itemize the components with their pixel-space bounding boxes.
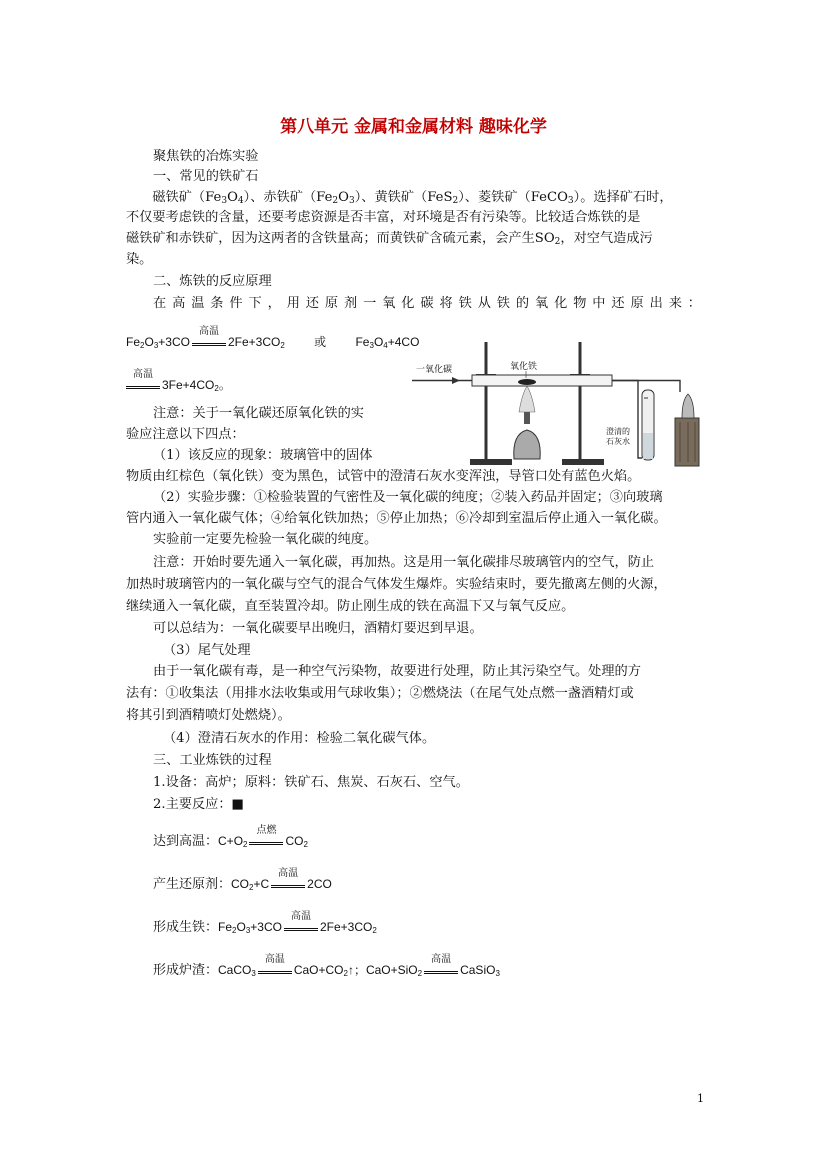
- paragraph-line: 验应注意以下四点：: [126, 427, 245, 442]
- paragraph-line: 在高温条件下，用还原剂一氧化碳将铁从铁的氧化物中还原出来：: [153, 296, 701, 311]
- reaction-reducer: 产生还原剂：$CO_2+C$ 高温 2CO: [153, 868, 332, 892]
- glass-tube: [472, 375, 612, 386]
- reaction-high-temp: 达到高温：$C+O_2$ 点燃 $CO_2$: [153, 825, 308, 849]
- paragraph-line: 由于一氧化碳有毒，是一种空气污染物，故要进行处理，防止其污染空气。处理的方: [153, 664, 641, 679]
- exhaust-flame-icon: [682, 394, 694, 418]
- flame-icon: [519, 386, 535, 412]
- paragraph-line: 管内通入一氧化碳气体；④给氧化铁加热；⑤停止加热；⑥冷却到室温后停止通入一氧化碳。: [126, 511, 667, 526]
- paragraph-line: 磁铁矿$(Fe_3O_4)$、赤铁矿$(Fe_2O_3)$、黄铁矿（FeS$_2$）、菱铁矿（FeCO$_3$）。选择矿石时，: [152, 190, 673, 206]
- label-co: 一氧化碳: [416, 365, 453, 375]
- section-heading: 聚焦铁的冶炼实验: [153, 149, 259, 164]
- subheading-principle: 二、炼铁的反应原理: [153, 274, 272, 289]
- subheading-ores: 一、常见的铁矿石: [153, 169, 259, 184]
- reaction-slag: 形成炉渣：CaCO$_3$ 高温 $CaO+CO_2↑$；CaO+SiO$_2$ 高温 CaSiO$_3$: [153, 954, 500, 978]
- lamp-wick: [524, 412, 530, 424]
- paragraph-line: 法有：①收集法（用排水法收集或用气球收集）；②燃烧法（在尾气处点燃一盏酒精灯或: [126, 686, 634, 701]
- spirit-lamp: [514, 430, 540, 459]
- wood-block: [675, 418, 699, 466]
- condition-arrow: 高温: [424, 964, 458, 974]
- condition-arrow: 高温: [258, 964, 292, 974]
- paragraph-line: （2）实验步骤：①检验装置的气密性及一氧化碳的纯度；②装入药品并固定；③向玻璃: [153, 490, 663, 505]
- condition-arrow: 高温: [192, 336, 226, 346]
- paragraph-line: 注意：开始时要先通入一氧化碳，再加热。这是用一氧化碳排尽玻璃管内的空气，防止: [153, 555, 655, 570]
- stand-base-left: [470, 459, 512, 465]
- condition-arrow: 高温: [284, 921, 318, 931]
- condition-arrow: 高温: [271, 878, 305, 888]
- subheading-industrial: 三、工业炼铁的过程: [153, 753, 272, 768]
- paragraph-line: 不仅要考虑铁的含量，还要考虑资源是否丰富，对环境是否有污染等。比较适合炼铁的是: [126, 210, 641, 225]
- label-limewater-1: 澄清的: [606, 427, 630, 436]
- paragraph-line: 2.主要反应：■: [153, 797, 244, 812]
- condition-arrow: 点燃: [249, 835, 283, 845]
- paragraph-line: 可以总结为：一氧化碳要早出晚归，酒精灯要迟到早退。: [153, 621, 483, 636]
- stand-base-right: [562, 459, 604, 465]
- paragraph-line: 继续通入一氧化碳，直至装置冷却。防止刚生成的铁在高温下又与氧气反应。: [126, 599, 575, 614]
- subheading-tail-gas: （3）尾气处理: [163, 643, 251, 658]
- iron-oxide-powder: [518, 379, 536, 385]
- lime-water: [643, 433, 653, 459]
- inlet-arrow-icon: [452, 377, 460, 384]
- label-limewater-2: 石灰水: [606, 437, 630, 446]
- paragraph-line: 磁铁矿和赤铁矿，因为这两者的含铁量高；而黄铁矿含硫元素，会产生$SO_2$，对空气造成污: [126, 231, 653, 247]
- paragraph-line: 染。: [126, 252, 153, 267]
- condition-arrow: 高温: [126, 379, 160, 389]
- paragraph-line: 1.设备：高炉；原料：铁矿石、焦炭、石灰石、空气。: [153, 775, 469, 790]
- outlet-pipe: [612, 381, 642, 459]
- equation-line: $Fe_2O_3+3CO$ 高温 $2Fe+3CO_2$ 或 $Fe_3O_4+4CO$: [126, 326, 420, 350]
- page-title: 第八单元 金属和金属材料 趣味化学: [280, 117, 547, 137]
- page-number: 1: [697, 1092, 704, 1105]
- paragraph-line: （4）澄清石灰水的作用：检验二氧化碳气体。: [163, 731, 436, 746]
- reaction-pig-iron: 形成生铁：$Fe_2O_3+3CO$ 高温 $2Fe+3CO_2$: [153, 911, 377, 935]
- paragraph-line: 物质由红棕色（氧化铁）变为黑色，试管中的澄清石灰水变浑浊，导管口处有蓝色火焰。: [126, 469, 641, 484]
- paragraph-line: 实验前一定要先检验一氧化碳的纯度。: [153, 532, 378, 547]
- equation-line: 高温 $3Fe+4CO_2$。: [126, 375, 231, 399]
- paragraph-line: 加热时玻璃管内的一氧化碳与空气的混合气体发生爆炸。实验结束时，要先撤离左侧的火源，: [126, 577, 667, 592]
- co-reduction-apparatus-figure: [412, 338, 714, 468]
- paragraph-line: 将其引到酒精喷灯处燃烧）。: [126, 708, 291, 723]
- paragraph-line: 注意：关于一氧化碳还原氧化铁的实: [153, 406, 364, 421]
- paragraph-line: （1）该反应的现象：玻璃管中的固体: [153, 448, 373, 463]
- label-fe2o3: 氧化铁: [510, 362, 538, 372]
